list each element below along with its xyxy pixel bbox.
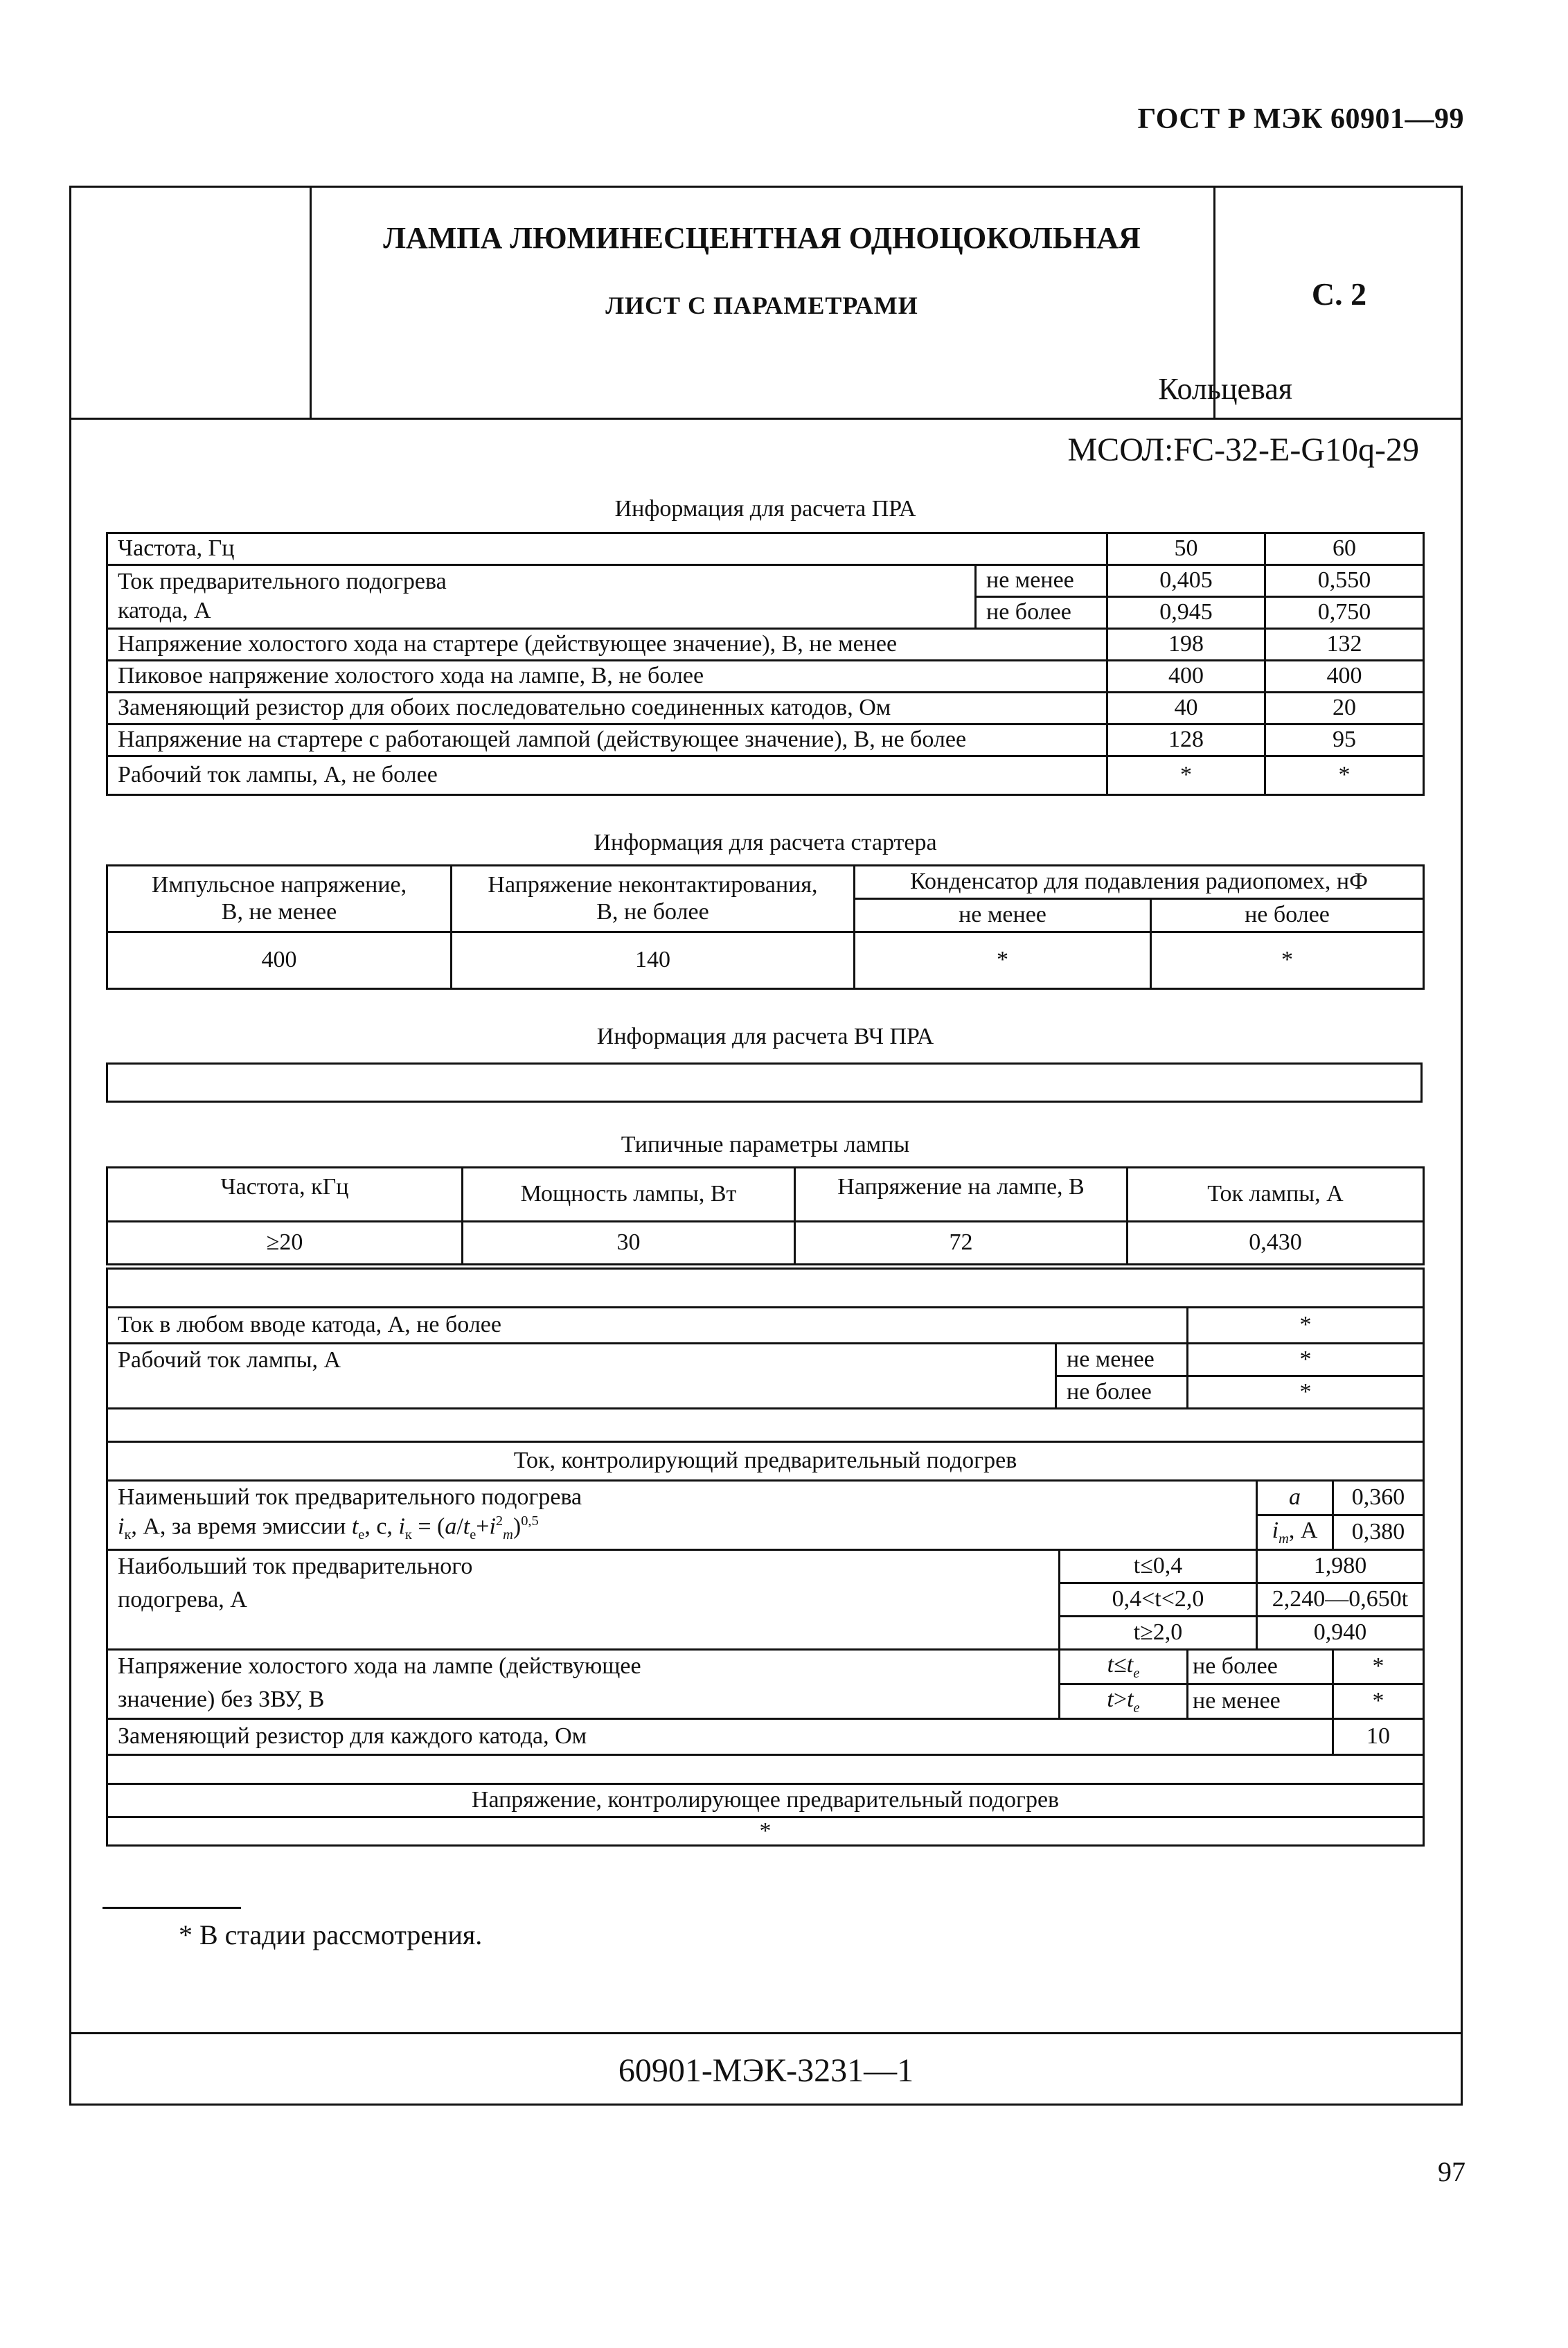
work-max-label: не более (1056, 1376, 1188, 1409)
hf-ballast-empty-box (106, 1062, 1423, 1103)
ballast-row-50: 400 (1107, 661, 1265, 693)
ocv-min-value: * (1333, 1684, 1424, 1719)
ocv-min-label: не менее (1188, 1684, 1333, 1719)
cathode-resistor-value: 10 (1333, 1719, 1424, 1755)
ballast-row-label: Заменяющий резистор для обоих последовательно соединенных катодов, Ом (107, 693, 1107, 724)
ocv-max-value: * (1333, 1650, 1424, 1684)
typical-freq-header: Частота, кГц (107, 1168, 463, 1222)
footnote: * В стадии рассмотрения. (179, 1919, 483, 1950)
work-max-value: * (1188, 1376, 1424, 1409)
spacer-row (107, 1269, 1424, 1308)
starter-info-heading: Информация для расчета стартера (594, 830, 937, 855)
ocv-condition-1: $t\le t_e$ (1060, 1650, 1188, 1684)
sheet-title: ЛАМПА ЛЮМИНЕСЦЕНТНАЯ ОДНОЦОКОЛЬНАЯ (383, 221, 1141, 255)
ballast-row-60: 95 (1265, 724, 1424, 756)
ballast-row-60: 20 (1265, 693, 1424, 724)
capacitor-min-header: не менее (855, 899, 1151, 932)
preheat-control-table (106, 1441, 1425, 1847)
voltage-control-value: * (107, 1817, 1424, 1846)
preheat-max-label: не более (976, 597, 1107, 629)
a-label: a (1257, 1481, 1333, 1515)
condition-1-value: 1,980 (1257, 1550, 1424, 1583)
condition-1: t≤0,4 (1060, 1550, 1257, 1583)
lamp-designation: МСОЛ:FC-32-E-G10q-29 (1067, 432, 1419, 468)
frequency-label: Частота, Гц (107, 533, 1107, 565)
ballast-info-table (106, 532, 1425, 796)
preheat-control-heading: Ток, контролирующий предварительный подогрев (107, 1442, 1424, 1481)
preheat-min-50: 0,405 (1107, 565, 1265, 597)
typical-current-header: Ток лампы, А (1128, 1168, 1424, 1222)
capacitor-max-header: не более (1151, 899, 1424, 932)
max-preheat-current-label: Наибольший ток предварительного подогрева, А (107, 1550, 1060, 1650)
ballast-row-60: 400 (1265, 661, 1424, 693)
pulse-voltage-header: Импульсное напряжение, В, не менее (107, 866, 452, 932)
frequency-50: 50 (1107, 533, 1265, 565)
hf-ballast-heading: Информация для расчета ВЧ ПРА (596, 1024, 934, 1049)
non-contact-voltage-value: 140 (452, 932, 855, 989)
ballast-row-60: 132 (1265, 629, 1424, 661)
preheat-max-60: 0,750 (1265, 597, 1424, 629)
ballast-row-label: Рабочий ток лампы, А, не более (107, 756, 1107, 795)
im-label: $i_m$, А (1257, 1515, 1333, 1550)
cathode-current-label: Ток в любом вводе катода, А, не более (107, 1308, 1188, 1344)
work-current-label: Рабочий ток лампы, А (107, 1344, 1056, 1409)
page-number: 97 (1438, 2156, 1465, 2187)
ballast-row-50: 128 (1107, 724, 1265, 756)
typical-params-table (106, 1166, 1425, 1265)
typical-power-value: 30 (463, 1222, 795, 1265)
pulse-voltage-value: 400 (107, 932, 452, 989)
footer-divider (69, 2032, 1463, 2034)
ballast-row-label: Напряжение на стартере с работающей лампой (действующее значение), В, не более (107, 724, 1107, 756)
condition-3: t≥2,0 (1060, 1617, 1257, 1650)
cathode-resistor-label: Заменяющий резистор для каждого катода, Ом (107, 1719, 1333, 1755)
typical-power-header: Мощность лампы, Вт (463, 1168, 795, 1222)
ballast-row-label: Напряжение холостого хода на стартере (действующее значение), В, не менее (107, 629, 1107, 661)
a-value: 0,360 (1333, 1481, 1424, 1515)
spacer-row (107, 1409, 1424, 1442)
spacer-row (107, 1755, 1424, 1784)
cathode-current-value: * (1188, 1308, 1424, 1344)
typical-voltage-value: 72 (795, 1222, 1128, 1265)
preheat-max-50: 0,945 (1107, 597, 1265, 629)
preheat-min-60: 0,550 (1265, 565, 1424, 597)
capacitor-max-value: * (1151, 932, 1424, 989)
preheat-min-label: не менее (976, 565, 1107, 597)
ocv-condition-2: $t>t_e$ (1060, 1684, 1188, 1719)
typical-current-value: 0,430 (1128, 1222, 1424, 1265)
capacitor-min-value: * (855, 932, 1151, 989)
capacitor-header: Конденсатор для подавления радиопомех, нФ (855, 866, 1424, 899)
condition-3-value: 0,940 (1257, 1617, 1424, 1650)
ocv-max-label: не более (1188, 1650, 1333, 1684)
starter-info-table (106, 864, 1425, 990)
typical-voltage-header: Напряжение на лампе, В (795, 1168, 1128, 1222)
work-min-value: * (1188, 1344, 1424, 1376)
lamp-type: Кольцевая (1158, 372, 1292, 406)
frequency-60: 60 (1265, 533, 1424, 565)
ballast-row-50: 40 (1107, 693, 1265, 724)
min-preheat-current-label: Наименьший ток предварительного подогрева $i_к$, А, за время эмиссии $t_e$, с, $i_к = (a/t_e+i^2_m)^{0,5}$ (107, 1481, 1257, 1550)
preheat-current-label: Ток предварительного подогрева катода, А (107, 565, 976, 629)
non-contact-voltage-header: Напряжение неконтактирования, В, не более (452, 866, 855, 932)
voltage-control-heading: Напряжение, контролирующее предварительный подогрев (107, 1784, 1424, 1817)
im-value: 0,380 (1333, 1515, 1424, 1550)
ballast-row-50: 198 (1107, 629, 1265, 661)
footnote-rule (103, 1907, 241, 1909)
work-min-label: не менее (1056, 1344, 1188, 1376)
standard-number: ГОСТ Р МЭК 60901—99 (1137, 103, 1464, 135)
sheet-subtitle: ЛИСТ С ПАРАМЕТРАМИ (605, 292, 918, 319)
sheet-page-label: С. 2 (1311, 276, 1367, 312)
open-circuit-voltage-label: Напряжение холостого хода на лампе (действующее значение) без ЗВУ, В (107, 1650, 1060, 1719)
document-code: 60901-МЭК-3231—1 (618, 2052, 914, 2089)
condition-2-value: 2,240—0,650t (1257, 1583, 1424, 1617)
ballast-info-heading: Информация для расчета ПРА (614, 496, 916, 522)
current-limits-table (106, 1268, 1425, 1443)
condition-2: 0,4<t<2,0 (1060, 1583, 1257, 1617)
typical-params-heading: Типичные параметры лампы (621, 1132, 910, 1157)
typical-freq-value: ≥20 (107, 1222, 463, 1265)
ballast-row-50: * (1107, 756, 1265, 795)
ballast-row-60: * (1265, 756, 1424, 795)
ballast-row-label: Пиковое напряжение холостого хода на лампе, В, не более (107, 661, 1107, 693)
